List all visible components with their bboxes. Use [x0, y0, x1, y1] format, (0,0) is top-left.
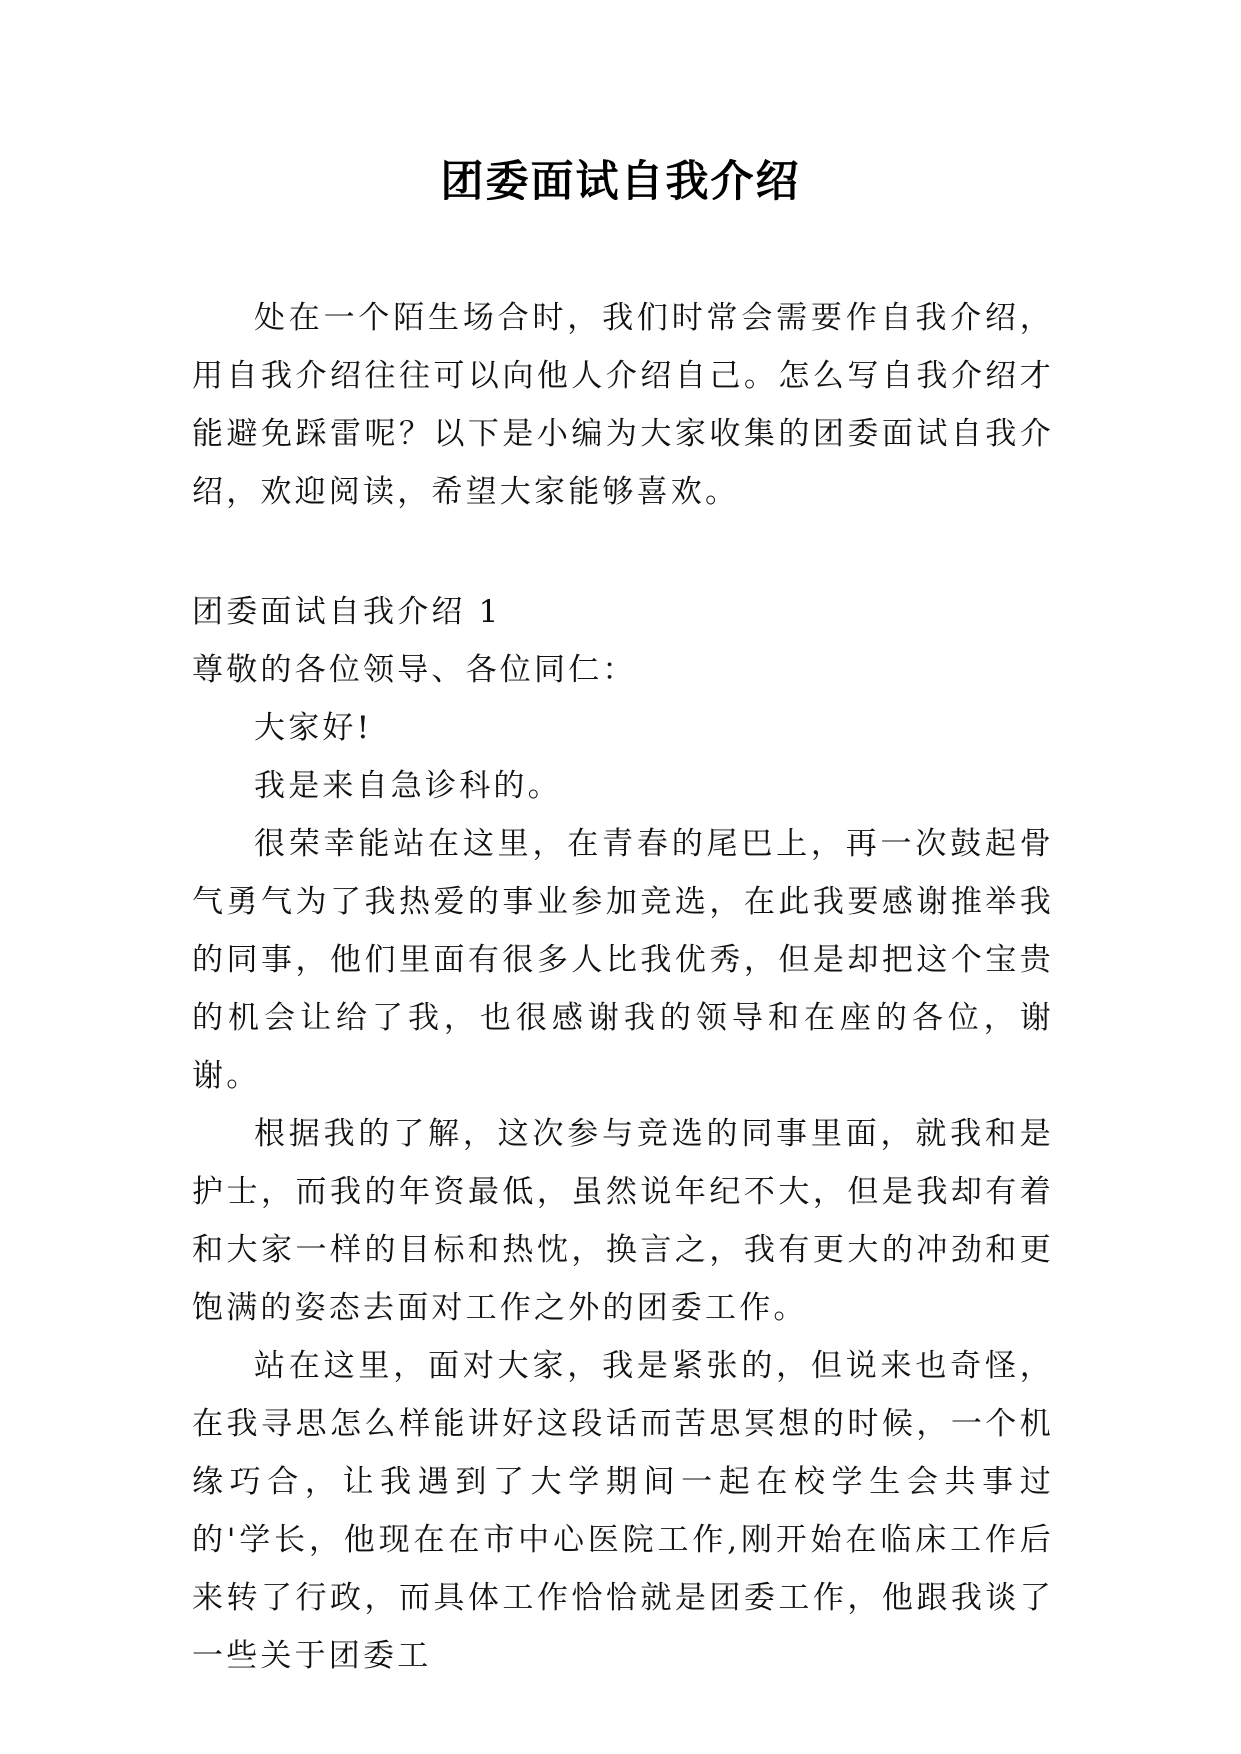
body-paragraph: 很荣幸能站在这里，在青春的尾巴上，再一次鼓起骨气勇气为了我热爱的事业参加竞选，在此我要感谢推举我的同事，他们里面有很多人比我优秀，但是却把这个宝贵的机会让给了我，也很感谢我的领导和在座的各位，谢谢。 [192, 826, 1054, 1094]
body-paragraph: 根据我的了解，这次参与竞选的同事里面，就我和是护士，而我的年资最低，虽然说年纪不大，但是我却有着和大家一样的目标和热忱，换言之，我有更大的冲劲和更饱满的姿态去面对工作之外的团委工作。 [192, 1116, 1054, 1326]
section-heading: 团委面试自我介绍 1 [192, 594, 502, 630]
intro-block [192, 289, 1054, 521]
body-paragraph: 站在这里，面对大家，我是紧张的，但说来也奇怪，在我寻思怎么样能讲好这段话而苦思冥想的时候，一个机缘巧合，让我遇到了大学期间一起在校学生会共事过的'学长，他现在在市中心医院工作,刚开始在临床工作后来转了行政，而具体工作恰恰就是团委工作，他跟我谈了一些关于团委工 [192, 1348, 1054, 1674]
body-paragraphs [192, 699, 1054, 1685]
document-title: 团委面试自我介绍 [440, 157, 801, 207]
body-paragraph: 大家好! [254, 710, 373, 746]
salutation: 尊敬的各位领导、各位同仁： [192, 652, 637, 688]
intro-paragraph: 处在一个陌生场合时，我们时常会需要作自我介绍，用自我介绍往往可以向他人介绍自己。怎么写自我介绍才能避免踩雷呢？以下是小编为大家收集的团委面试自我介绍，欢迎阅读，希望大家能够喜欢。 [192, 300, 1054, 510]
body-paragraph: 我是来自急诊科的。 [254, 768, 562, 804]
